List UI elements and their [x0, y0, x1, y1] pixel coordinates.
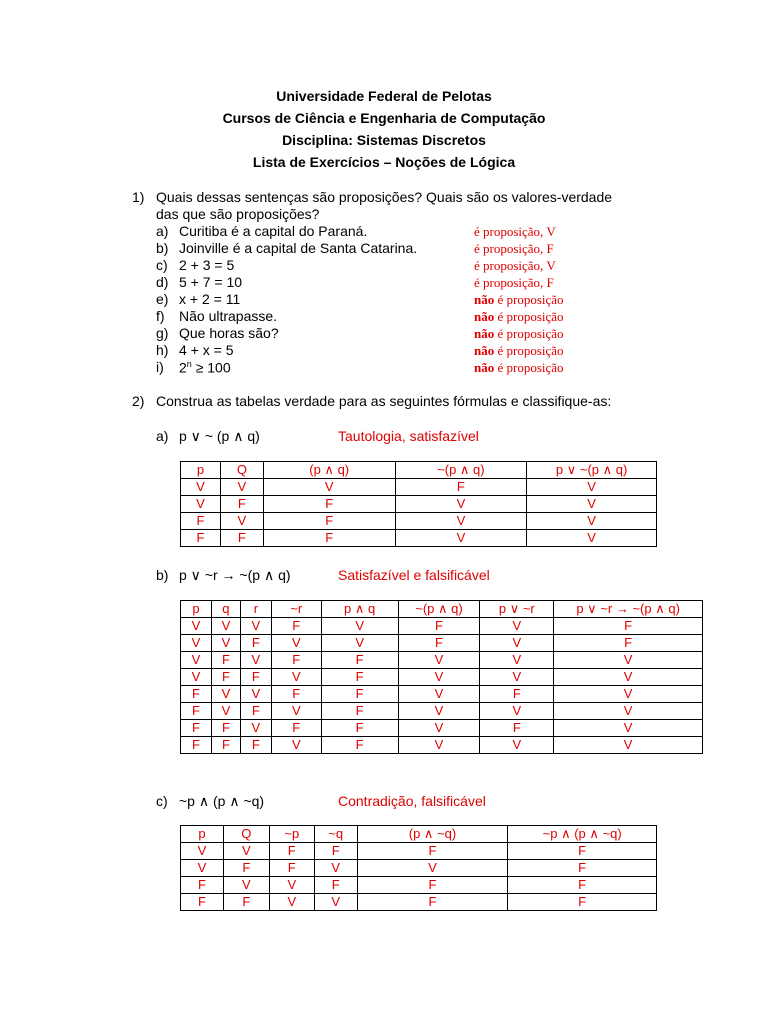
table-cell: V	[181, 479, 221, 496]
q2c-formula: ~p ∧ (p ∧ ~q)	[179, 793, 265, 809]
table-cell: F	[321, 703, 398, 720]
header-cell: ~(p ∧ q)	[398, 601, 480, 618]
table-cell: V	[554, 703, 703, 720]
table-cell: F	[223, 894, 269, 911]
table-cell: V	[527, 496, 657, 513]
list-item-answer: é proposição, V	[474, 224, 556, 239]
table-cell: F	[263, 513, 395, 530]
table-cell: V	[271, 635, 321, 652]
table-cell: V	[357, 860, 508, 877]
q2c-classification: Contradição, falsificável	[338, 793, 486, 809]
table-row	[181, 686, 703, 703]
truth-table-a	[180, 461, 657, 547]
table-cell: V	[269, 877, 314, 894]
list-item-letter: a)	[156, 223, 169, 239]
list-item-answer: não é proposição	[474, 309, 564, 324]
table-cell: V	[181, 652, 212, 669]
q2c-label: c)	[156, 793, 168, 809]
table-cell: F	[211, 720, 240, 737]
table-cell: V	[398, 686, 480, 703]
list-item-letter: b)	[156, 240, 169, 256]
table-cell: F	[480, 686, 554, 703]
table-cell: F	[240, 669, 271, 686]
table-cell: V	[211, 635, 240, 652]
table-cell: V	[240, 686, 271, 703]
list-item-letter: f)	[156, 308, 165, 324]
table-cell: V	[181, 860, 224, 877]
list-item-answer: é proposição, F	[474, 241, 554, 256]
table-cell: F	[211, 737, 240, 754]
table-row	[181, 496, 657, 513]
table-cell: F	[181, 513, 221, 530]
q2b-label: b)	[156, 567, 169, 583]
table-row	[181, 860, 657, 877]
table-cell: V	[554, 737, 703, 754]
table-cell: V	[240, 652, 271, 669]
table-header-row	[181, 826, 657, 843]
table-cell: F	[240, 737, 271, 754]
table-cell: F	[269, 860, 314, 877]
table-cell: F	[480, 720, 554, 737]
list-item-text: 2 + 3 = 5	[179, 257, 235, 273]
table-row	[181, 479, 657, 496]
header-cell: ~(p ∧ q)	[395, 462, 527, 479]
table-cell: F	[240, 635, 271, 652]
list-item-text: 4 + x = 5	[179, 342, 234, 358]
table-cell: V	[480, 635, 554, 652]
table-cell: F	[271, 720, 321, 737]
table-cell: F	[508, 860, 657, 877]
truth-table-b	[180, 600, 703, 754]
table-cell: F	[357, 894, 508, 911]
table-row	[181, 720, 703, 737]
table-cell: V	[211, 703, 240, 720]
header-cell: p ∨ ~r → ~(p ∧ q)	[554, 601, 703, 618]
table-header-row	[181, 601, 703, 618]
table-cell: V	[263, 479, 395, 496]
table-cell: V	[271, 737, 321, 754]
list-item-answer: não é proposição	[474, 360, 564, 375]
table-row	[181, 618, 703, 635]
table-cell: F	[263, 530, 395, 547]
list-item-letter: c)	[156, 257, 168, 273]
table-cell: F	[321, 737, 398, 754]
q2a-classification: Tautologia, satisfazível	[338, 428, 479, 444]
header-cell: p ∨ ~(p ∧ q)	[527, 462, 657, 479]
table-cell: V	[271, 669, 321, 686]
table-cell: V	[527, 530, 657, 547]
header-cell: (p ∧ ~q)	[357, 826, 508, 843]
header-cell: r	[240, 601, 271, 618]
table-cell: V	[398, 703, 480, 720]
list-item-answer: é proposição, V	[474, 258, 556, 273]
table-cell: V	[211, 618, 240, 635]
list-item-text: 5 + 7 = 10	[179, 274, 243, 290]
header-cell: ~r	[271, 601, 321, 618]
table-cell: F	[240, 703, 271, 720]
table-cell: V	[269, 894, 314, 911]
table-cell: F	[181, 530, 221, 547]
list-item-answer: não é proposição	[474, 326, 564, 341]
q1-text-line2: das que são proposições?	[156, 206, 320, 222]
university-title: Universidade Federal de Pelotas	[276, 88, 492, 104]
table-cell: F	[398, 618, 480, 635]
list-item-letter: d)	[156, 274, 169, 290]
list-item-letter: i)	[156, 359, 164, 375]
table-cell: V	[220, 513, 263, 530]
table-cell: F	[314, 877, 357, 894]
header-cell: (p ∧ q)	[263, 462, 395, 479]
table-cell: V	[480, 669, 554, 686]
table-cell: F	[357, 877, 508, 894]
table-cell: F	[395, 479, 527, 496]
header-cell: Q	[220, 462, 263, 479]
list-item-letter: g)	[156, 325, 169, 341]
table-cell: V	[240, 618, 271, 635]
table-cell: F	[508, 894, 657, 911]
table-cell: F	[314, 843, 357, 860]
table-cell: V	[554, 669, 703, 686]
header-cell: p ∧ q	[321, 601, 398, 618]
table-cell: V	[527, 479, 657, 496]
table-cell: V	[314, 860, 357, 877]
q2b-formula: p ∨ ~r → ~(p ∧ q)	[179, 567, 291, 583]
table-cell: V	[181, 669, 212, 686]
table-cell: V	[398, 720, 480, 737]
table-cell: V	[181, 618, 212, 635]
table-cell: V	[181, 496, 221, 513]
table-cell: F	[271, 686, 321, 703]
table-cell: F	[321, 652, 398, 669]
list-item-answer: não é proposição	[474, 343, 564, 358]
table-cell: V	[181, 843, 224, 860]
q2-text: Construa as tabelas verdade para as seguintes fórmulas e classifique-as:	[156, 393, 612, 409]
table-cell: F	[220, 496, 263, 513]
table-cell: F	[181, 703, 212, 720]
table-cell: V	[220, 479, 263, 496]
table-cell: V	[554, 720, 703, 737]
table-header-row	[181, 462, 657, 479]
list-item-letter: h)	[156, 342, 169, 358]
q2a-formula: p ∨ ~ (p ∧ q)	[179, 428, 260, 444]
list-item-text: x + 2 = 11	[179, 291, 241, 307]
table-cell: V	[480, 618, 554, 635]
table-cell: V	[240, 720, 271, 737]
table-row	[181, 843, 657, 860]
table-cell: F	[181, 686, 212, 703]
table-cell: V	[395, 530, 527, 547]
list-item-answer: é proposição, F	[474, 275, 554, 290]
table-cell: V	[271, 703, 321, 720]
list-item-text: $2^n \ge 100$	[179, 359, 231, 376]
table-cell: V	[398, 737, 480, 754]
table-cell: F	[271, 618, 321, 635]
table-cell: F	[211, 652, 240, 669]
table-cell: F	[181, 894, 224, 911]
list-item-text: Não ultrapasse.	[179, 308, 278, 324]
table-row	[181, 652, 703, 669]
table-cell: F	[321, 720, 398, 737]
truth-table-c	[180, 825, 657, 911]
list-item-text: Joinville é a capital de Santa Catarina.	[179, 240, 418, 256]
table-cell: F	[263, 496, 395, 513]
table-cell: F	[398, 635, 480, 652]
table-cell: V	[314, 894, 357, 911]
table-cell: V	[211, 686, 240, 703]
header-cell: ~p	[269, 826, 314, 843]
discipline-title: Disciplina: Sistemas Discretos	[282, 132, 486, 148]
table-cell: V	[554, 686, 703, 703]
table-cell: V	[480, 703, 554, 720]
q2-number: 2)	[132, 393, 145, 409]
q2a-label: a)	[156, 428, 169, 444]
header-cell: p	[181, 601, 212, 618]
header-cell: q	[211, 601, 240, 618]
course-title: Cursos de Ciência e Engenharia de Computação	[222, 110, 546, 126]
table-row	[181, 530, 657, 547]
list-item-letter: e)	[156, 291, 169, 307]
header-cell: p ∨ ~r	[480, 601, 554, 618]
table-cell: F	[223, 860, 269, 877]
table-cell: V	[480, 737, 554, 754]
table-row	[181, 877, 657, 894]
table-row	[181, 513, 657, 530]
table-cell: V	[321, 618, 398, 635]
header-cell: p	[181, 826, 224, 843]
table-cell: F	[321, 669, 398, 686]
table-cell: F	[508, 843, 657, 860]
header-cell: Q	[223, 826, 269, 843]
table-cell: V	[398, 669, 480, 686]
header-cell: ~q	[314, 826, 357, 843]
q2b-classification: Satisfazível e falsificável	[338, 567, 490, 583]
table-cell: V	[321, 635, 398, 652]
list-title: Lista de Exercícios – Noções de Lógica	[252, 154, 516, 170]
table-row	[181, 669, 703, 686]
table-row	[181, 894, 657, 911]
table-cell: F	[220, 530, 263, 547]
table-cell: V	[527, 513, 657, 530]
table-cell: V	[554, 652, 703, 669]
header-cell: p	[181, 462, 221, 479]
table-row	[181, 737, 703, 754]
header-cell: ~p ∧ (p ∧ ~q)	[508, 826, 657, 843]
list-item-text: Que horas são?	[179, 325, 279, 341]
table-cell: F	[508, 877, 657, 894]
table-cell: V	[395, 513, 527, 530]
table-cell: V	[398, 652, 480, 669]
q1-number: 1)	[132, 189, 145, 205]
list-item-text: Curitiba é a capital do Paraná.	[179, 223, 368, 239]
table-cell: F	[269, 843, 314, 860]
table-cell: F	[554, 618, 703, 635]
table-cell: V	[480, 652, 554, 669]
table-cell: F	[554, 635, 703, 652]
table-cell: F	[181, 720, 212, 737]
q1-text-line1: Quais dessas sentenças são proposições? Quais são os valores-verdade	[156, 189, 613, 205]
table-row	[181, 635, 703, 652]
table-row	[181, 703, 703, 720]
table-cell: V	[223, 877, 269, 894]
table-cell: F	[357, 843, 508, 860]
table-cell: F	[181, 877, 224, 894]
table-cell: F	[271, 652, 321, 669]
table-cell: F	[321, 686, 398, 703]
table-cell: V	[223, 843, 269, 860]
table-cell: V	[181, 635, 212, 652]
table-cell: V	[395, 496, 527, 513]
table-cell: F	[211, 669, 240, 686]
table-cell: F	[181, 737, 212, 754]
list-item-answer: não é proposição	[474, 292, 564, 307]
